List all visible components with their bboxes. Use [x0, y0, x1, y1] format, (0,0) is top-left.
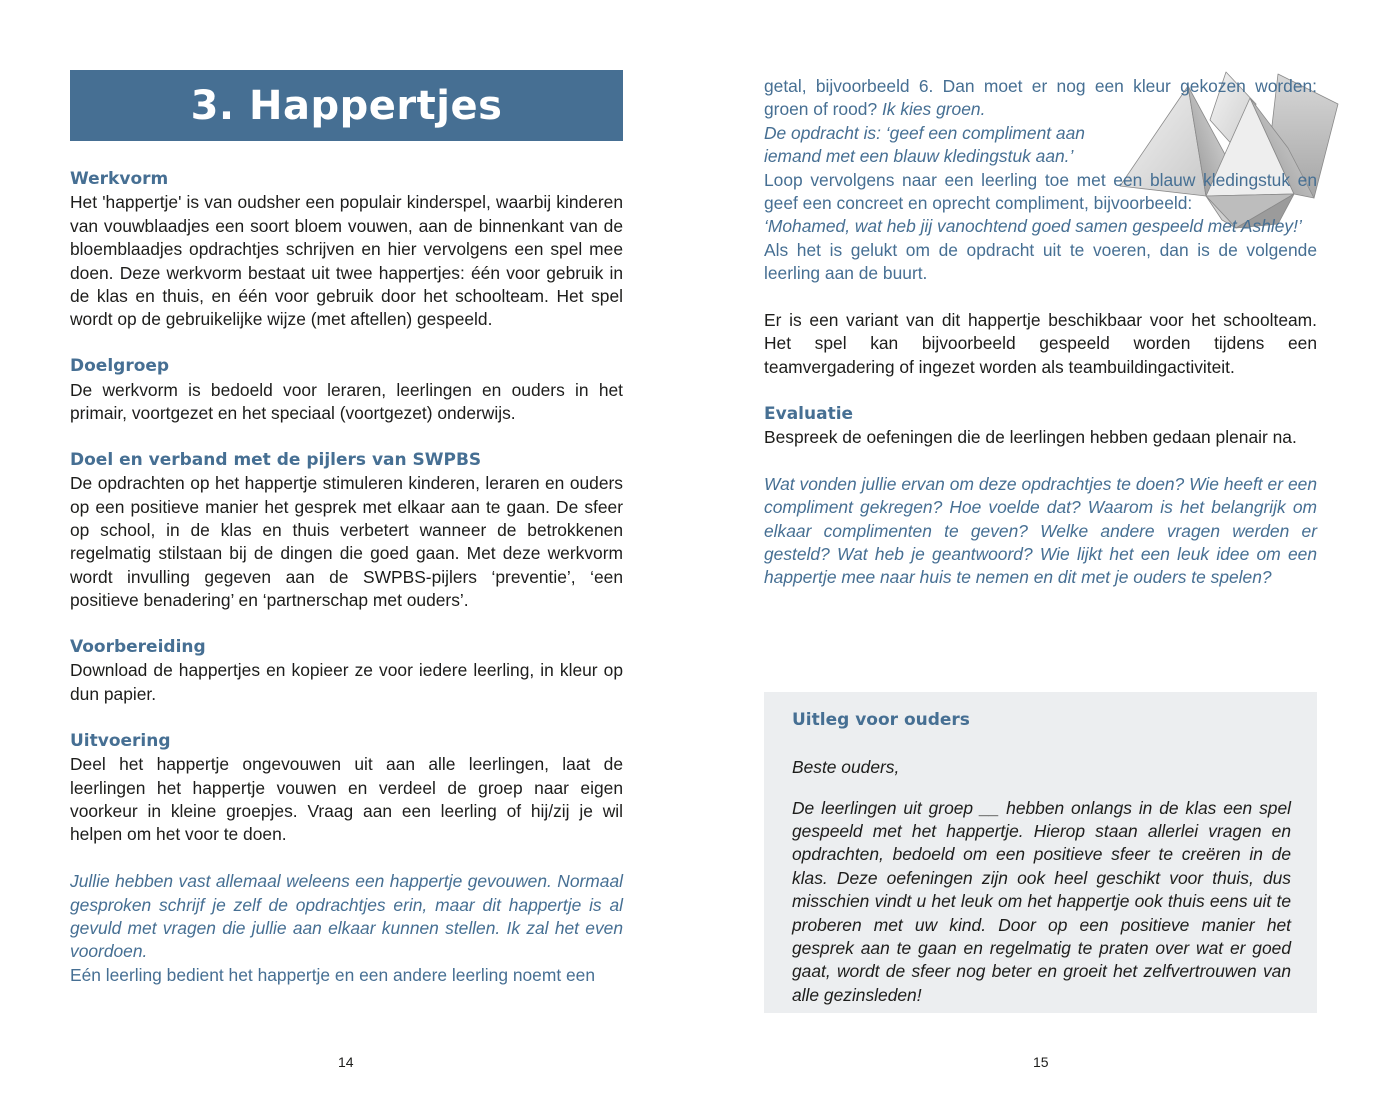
uitvoering-text: Deel het happertje ongevouwen uit aan alle leerlingen, laat de leerlingen het happertje vouwen en verdeel de groep naar eigen voorkeur in kleine groepjes. Vraag aan een leerling of hij/zij je wil helpen om het voor te doen.: [70, 754, 623, 845]
continued-paragraph: [764, 75, 1317, 122]
voorbereiding-text: Download de happertjes en kopieer ze voor iedere leerling, in kleur op dun papier.: [70, 660, 623, 704]
werkvorm-heading: Werkvorm: [70, 169, 169, 189]
voorbereiding-heading: Voorbereiding: [70, 637, 206, 658]
continued-c: Loop vervolgens naar een leerling toe met een blauw kledingstuk en geef een concreet en oprecht compliment, bijvoorbeeld:: [764, 169, 1317, 214]
right-column: [764, 75, 1317, 590]
continued-a: getal, bijvoorbeeld 6. Dan moet er nog een kleur gekozen worden: groen of rood?: [764, 76, 1317, 120]
continued-b-italic: De opdracht is: ‘geef een compliment aan iemand met een blauw kledingstuk aan.’: [764, 122, 1085, 167]
parents-body: De leerlingen uit groep __ hebben onlangs in de klas een spel gespeeld met het happertje. Hierop staan allerlei vragen en opdrachten, bedoeld om een positieve sfeer te creëren in de klas. Deze oefeningen zijn ook heel geschikt voor thuis, dus misschien vindt u het leuk om het happertje ook thuis eens uit te proberen met uw kind. Door op een positieve manier het gesprek aan te gaan en regelmatig te praten over wat er goed gaat, wordt de sfeer nog beter en groeit het zelfvertrouwen van alle gezinsleden!: [792, 797, 1291, 1005]
continued-e: Als het is gelukt om de opdracht uit te voeren, dan is de volgende leerling aan de buurt.: [764, 239, 1317, 284]
chapter-title: 3. Happertjes: [190, 82, 503, 129]
doelgroep-text: De werkvorm is bedoeld voor leraren, leerlingen en ouders in het primair, voortgezet en het speciaal (voortgezet) onderwijs.: [70, 379, 623, 424]
left-column: [70, 168, 623, 987]
chapter-title-bar: [70, 70, 623, 141]
uitvoering-heading: Uitvoering: [70, 730, 171, 751]
page-number-right: 15: [1033, 1054, 1049, 1070]
uitvoering-script-blue: Eén leerling bedient het happertje en een andere leerling noemt een: [70, 964, 596, 985]
evaluatie-text: Bespreek de oefeningen die de leerlingen hebben gedaan plenair na.: [764, 427, 1297, 448]
werkvorm-text: Het 'happertje' is van oudsher een populair kinderspel, waarbij kinderen van vouwblaadjes een soort bloem vouwen, aan de binnenkant van de bloemblaadjes opdrachtjes schrijven en hier vervolgens een spel mee doen. Deze werkvorm bestaat uit twee happertjes: één voor gebruik in de klas en thuis, en één voor gebruik door het schoolteam. Het spel wordt op de gebruikelijke wijze (met aftellen) gespeeld.: [70, 192, 623, 330]
parents-greeting: Beste ouders,: [792, 756, 900, 777]
doel-heading: Doel en verband met de pijlers van SWPBS: [70, 449, 482, 470]
page-number-left: 14: [338, 1054, 354, 1070]
variant-text: Er is een variant van dit happertje beschikbaar voor het schoolteam. Het spel kan bijvoorbeeld gespeeld worden tijdens een teamvergadering of ingezet worden als teambuildingactiviteit.: [764, 310, 1317, 377]
doelgroep-heading: Doelgroep: [70, 356, 170, 377]
doel-text: De opdrachten op het happertje stimuleren kinderen, leraren en ouders op een positieve manier het gesprek met elkaar aan te gaan. De sfeer op school, in de klas en thuis verbetert wanneer de betrokkenen regelmatig stilstaan bij de dingen die goed gaan. Met deze werkvorm wordt invulling gegeven aan de SWPBS-pijlers ‘preventie’, ‘een positieve benadering’ en ‘partnerschap met ouders’.: [70, 473, 623, 611]
continued-d-italic: ‘Mohamed, wat heb jij vanochtend goed samen gespeeld met Ashley!’: [764, 216, 1302, 237]
right-page: [693, 0, 1386, 1109]
continued-a-italic: Ik kies groen.: [881, 99, 986, 120]
evaluatie-heading: Evaluatie: [764, 403, 854, 424]
parents-explanation-box: [764, 692, 1317, 1013]
uitvoering-script-italic: Jullie hebben vast allemaal weleens een happertje gevouwen. Normaal gesproken schrijf je zelf de opdrachtjes erin, maar dit happertje is al gevuld met vragen die jullie aan elkaar kunnen stellen. Ik zal het even voordoen.: [70, 871, 623, 962]
parents-heading: Uitleg voor ouders: [792, 710, 970, 730]
evaluatie-questions: Wat vonden jullie ervan om deze opdrachtjes te doen? Wie heeft er een compliment gekregen? Hoe voelde dat? Waarom is het belangrijk om elkaar complimenten te geven? Welke andere vragen werden er gesteld? Wat heb je geantwoord? Wie lijkt het een leuk idee om een happertje mee naar huis te nemen en dit met je ouders te spelen?: [764, 473, 1317, 588]
